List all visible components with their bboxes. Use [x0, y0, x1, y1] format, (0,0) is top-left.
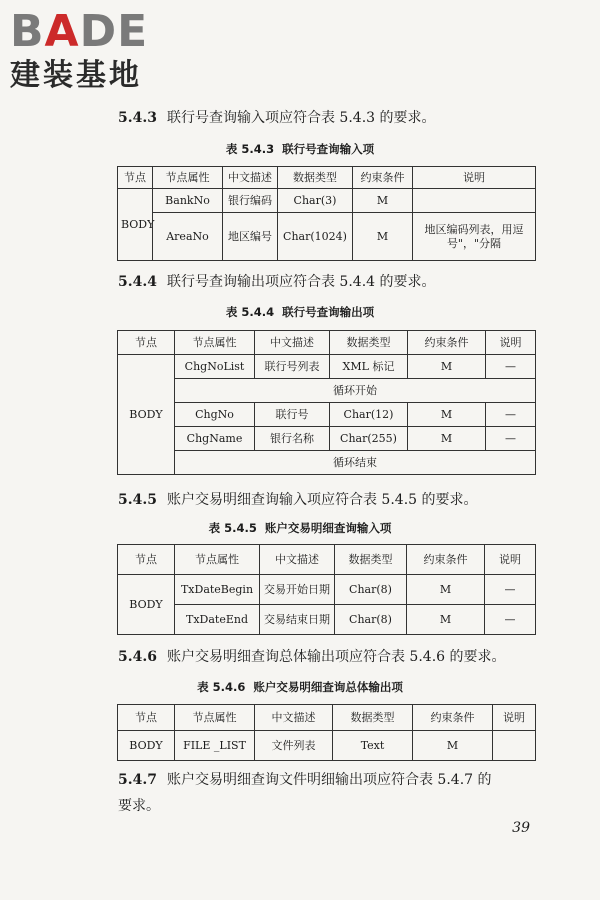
clause-5-4-3 [118, 108, 436, 128]
table-header-row: 节点 节点属性 中文描述 数据类型 约束条件 说明 [118, 331, 536, 355]
table-row: ChgNo 联行号 Char(12) M — [118, 403, 536, 427]
clause-number: 5.4.4 [118, 274, 157, 290]
clause-continuation: 要求。 [118, 798, 160, 814]
table-row: TxDateEnd 交易结束日期 Char(8) M — [118, 605, 536, 635]
clause-text: 联行号查询输入项应符合表 5.4.3 的要求。 [166, 110, 436, 126]
clause-text: 账户交易明细查询文件明细输出项应符合表 5.4.7 的 [166, 772, 492, 788]
bade-logo [10, 8, 180, 94]
node-cell: BODY [118, 189, 153, 261]
node-cell: BODY [118, 355, 175, 475]
clause-5-4-4 [118, 272, 436, 292]
loop-end-row: 循环结束 [118, 451, 536, 475]
table-row: BODY BankNo 银行编码 Char(3) M [118, 189, 536, 213]
clause-text: 账户交易明细查询总体输出项应符合表 5.4.6 的要求。 [166, 649, 506, 665]
table-row: BODY TxDateBegin 交易开始日期 Char(8) M — [118, 575, 536, 605]
node-cell: BODY [118, 575, 175, 635]
logo-subtitle: 建装基地 [10, 58, 142, 93]
clause-5-4-6 [118, 647, 506, 667]
table-5-4-4 [117, 330, 536, 475]
clause-text: 联行号查询输出项应符合表 5.4.4 的要求。 [166, 274, 436, 290]
table-header-row: 节点 节点属性 中文描述 数据类型 约束条件 说明 [118, 545, 536, 575]
table-row: BODY ChgNoList 联行号列表 XML 标记 M — [118, 355, 536, 379]
logo-wordmark: BADE [10, 6, 149, 57]
table-row: AreaNo 地区编号 Char(1024) M 地区编码列表，用逗 号"，"分隔 [118, 213, 536, 261]
table-caption: 表 5.4.4 联行号查询输出项 [225, 305, 375, 319]
table-5-4-6 [117, 704, 536, 761]
table-caption: 表 5.4.6 账户交易明细查询总体输出项 [197, 680, 403, 694]
clause-number: 5.4.6 [118, 649, 157, 665]
clause-number: 5.4.5 [118, 492, 157, 508]
loop-start-row: 循环开始 [118, 379, 536, 403]
table-caption: 表 5.4.5 账户交易明细查询输入项 [208, 521, 392, 535]
table-5-4-3 [117, 166, 536, 261]
table-row: BODY FILE _LIST 文件列表 Text M [118, 731, 536, 761]
clause-5-4-7 [118, 770, 492, 790]
table-header-row: 节点 节点属性 中文描述 数据类型 约束条件 说明 [118, 705, 536, 731]
clause-text: 账户交易明细查询输入项应符合表 5.4.5 的要求。 [166, 492, 478, 508]
clause-number: 5.4.7 [118, 772, 157, 788]
node-cell: BODY [118, 731, 175, 761]
note-cell: 地区编码列表，用逗 号"，"分隔 [413, 213, 536, 261]
table-caption: 表 5.4.3 联行号查询输入项 [225, 142, 375, 156]
clause-number: 5.4.3 [118, 110, 157, 126]
table-row: ChgName 银行名称 Char(255) M — [118, 427, 536, 451]
clause-5-4-5 [118, 490, 478, 510]
table-5-4-5 [117, 544, 536, 635]
table-header-row: 节点 节点属性 中文描述 数据类型 约束条件 说明 [118, 167, 536, 189]
page-number: 39 [512, 820, 530, 836]
